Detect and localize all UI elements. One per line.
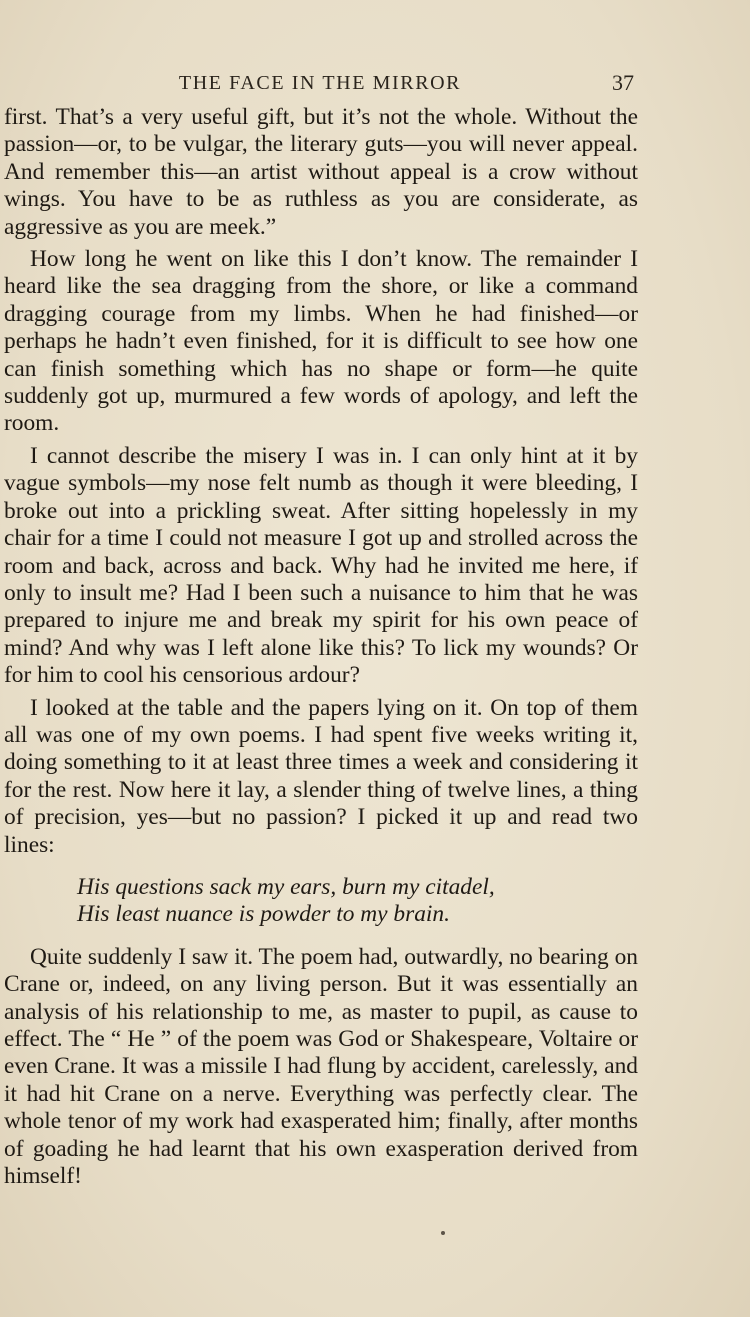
paragraph-2: How long he went on like this I don’t know. The remainder I heard like the sea dragging from the shore, or like a command dragging courage from my limbs. When he had finished—or perhaps he hadn’t even finished, for it is difficult to see how one can finish something which has no shape or form—he quite suddenly got up, murmured a few words of apology, and left the room. (4, 246, 638, 437)
quoted-verse (77, 874, 638, 929)
paragraph-4: I looked at the table and the papers lying on it. On top of them all was one of my own poems. I had spent five weeks writing it, doing something to it at least three times a week and considering it for the rest. Now here it lay, a slender thing of twelve lines, a thing of precision, yes—but no passion? I picked it up and read two lines: (4, 694, 638, 858)
running-head (0, 68, 750, 102)
page-number: 37 (612, 70, 634, 95)
verse-line-2: His least nuance is powder to my brain. (77, 901, 450, 928)
paragraph-5: Quite suddenly I saw it. The poem had, outwardly, no bearing on Crane or, indeed, on any living person. But it was essentially an analysis of his relationship to me, as master to pupil, as cause to effect. The “ He ” of the poem was God or Shakespeare, Voltaire or even Crane. It was a missile I had flung by accident, carelessly, and it had hit Crane on a nerve. Everything was perfectly clear. The whole tenor of my work had exasperated him; finally, after months of goading he had learnt that his own exasperation derived from himself! (4, 943, 638, 1190)
chapter-title: THE FACE IN THE MIRROR (178, 72, 462, 94)
ink-speck (441, 1231, 445, 1235)
verse-line-1: His questions sack my ears, burn my citadel, (77, 873, 495, 900)
paragraph-3: I cannot describe the misery I was in. I can only hint at it by vague symbols—my nose felt numb as though it were bleeding, I broke out into a prickling sweat. After sitting hopelessly in my chair for a time I could not measure I got up and strolled across the room and back, across and back. Why had he invited me here, if only to insult me? Had I been such a nuisance to him that he was prepared to injure me and break my spirit for his own peace of mind? And why was I left alone like this? To lick my wounds? Or for him to cool his censorious ardour? (4, 442, 638, 689)
body-text (4, 104, 638, 1190)
paragraph-1: first. That’s a very useful gift, but it’s not the whole. Without the passion—or, to be vulgar, the literary guts—you will never appeal. And remember this—an artist without appeal is a crow without wings. You have to be as ruthless as you are considerate, as aggressive as you are meek.” (4, 104, 638, 240)
